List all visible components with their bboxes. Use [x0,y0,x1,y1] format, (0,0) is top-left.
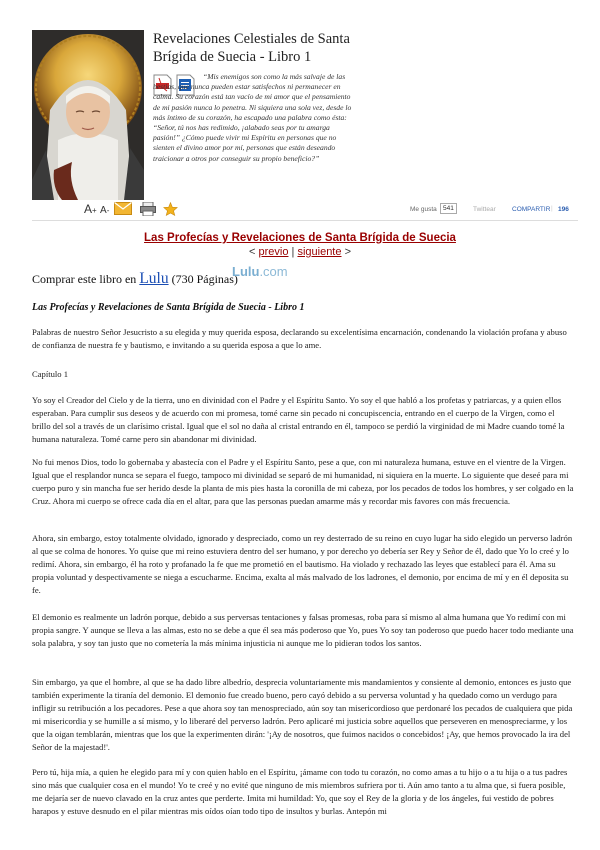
book-quote: “Mis enemigos son como la más salvaje de las bestias, que nunca pueden estar satisfechos ni permanecer en calma. Su corazón está tan vacío de mi amor que el pensamiento de mi pasión nunca lo penetra. Ni siquiera una sola vez, desde lo más íntimo de su corazón, ha escapado una palabra como ésta: “Señor, tú nos has redimido, ¡alabado seas por tu amarga pasión!” ¿Cómo puede vivir mi Espíritu en personas que no sienten el divino amor por mí, personas que están deseando traicionar a otros por conseguir su propio beneficio?” [153,72,352,163]
paragraph: Ahora, sin embargo, estoy totalmente olvidado, ignorado y despreciado, como un rey desterrado de su reino en cuyo lugar ha sido elegido un perverso ladrón al que se colma de honores. Yo quise que mi reino estuviera dentro del ser humano, y por derecho yo debería ser Rey y Señor de él, dado que Yo lo creé y lo redimí. Ahora, sin embargo, él ha roto y profanado la fe que me prometió en el bautismo. Ha violado y rechazado las leyes que establecí para él. Ama su propia voluntad y despectivamente se niega a escucharme. Encima, exalta al más malvado de los ladrones, el demonio, por encima de mí y en él deposita su fe. [32,533,573,595]
saint-portrait [32,30,144,200]
toolbar [32,200,578,221]
twitter-button[interactable]: Twittear [473,206,496,213]
font-increase[interactable]: A+ [84,202,97,216]
email-icon[interactable] [114,202,132,215]
chapter-nav: < previo | siguiente > [249,246,351,258]
prev-link[interactable]: previo [258,246,289,258]
paragraph: El demonio es realmente un ladrón porque, debido a sus perversas tentaciones y falsas promesas, roba para sí mismo al alma humana que Yo redimí con mi propia sangre. Y aunque se lleva a las almas, esto no se debe a que él sea más poderoso que Yo, pues Yo soy tan poderoso que puedo hacer todo mediante una sola palabra, y soy tan justo que no cometería la más mínima injusticia ni aunque me lo pidieran todos los santos. [32,612,574,648]
like-count: 541 [440,203,457,214]
share-count: 196 [558,206,569,213]
font-size-control[interactable] [84,202,109,216]
paragraph: No fui menos Dios, todo lo gobernaba y abastecía con el Padre y el Espíritu Santo, pese a que, con mi naturaleza humana, estuve en el vientre de la Virgen. Igual que el resplandor nunca se separa el fuego, tampoco mi divinidad se separó de mi humanidad, ni siquiera en la muerte. Lo siguiente que deseé para mi cuerpo puro y sin mancha fue ser herido desde la planta de mis pies hasta la coronilla de mi cabeza, por los pecados de todos los hombres, y ser colgado en la Cruz. Ahora mi cuerpo se ofrece cada día en el altar, para que las personas puedan amarme más y recordar mis favores con más frecuencia. [32,457,574,506]
share-button[interactable]: COMPARTIR [512,206,551,213]
book-subtitle: Las Profecías y Revelaciones de Santa Brígida de Suecia - Libro 1 [32,302,305,313]
buy-line: Comprar este libro en Lulu (730 Páginas) [32,270,238,287]
share-separator: | [551,205,553,212]
paragraph: Sin embargo, ya que el hombre, al que se ha dado libre albedrío, desprecia voluntariamente mis mandamientos y consiente al demonio, entonces es justo que también experimente la tiranía del demonio. El demonio fue creado bueno, pero cayó debido a su perversa voluntad y ha quedado como un verdugo para infligir su retribución a los pecadores. Pese a que ahora soy tan menospreciado, aún soy tan misericordioso que perdonaré los pecados de cualquiera que pida mi misericordia y se humille a sí mismo, y lo liberaré del perverso ladrón. Pero aplicaré mi justicia sobre aquellos que perseveren en menospreciarme, y los que la oigan temblarán, mientras que los que la experimenten dirán: '¡Ay de nosotros, que fuimos nacidos o concebidos! ¡Ay, que hemos provocado la ira del Señor de la majestad!'. [32,677,573,752]
book-title: Revelaciones Celestiales de Santa Brígida de Suecia - Libro 1 [153,31,350,65]
star-icon[interactable] [163,202,178,216]
page-count: (730 Páginas) [171,272,238,286]
like-label[interactable]: Me gusta [410,206,437,213]
lulu-logo[interactable]: Lulu.com [232,264,288,279]
print-icon[interactable] [140,202,156,216]
lulu-link[interactable]: Lulu [139,270,169,287]
intro-paragraph: Palabras de nuestro Señor Jesucristo a su elegida y muy querida esposa, declarando su excelentísima encarnación, condenando la violación profana y abuso de confianza de nuestra fe y bautismo, e invitando a su querida esposa a que lo ame. [32,327,567,350]
paragraph: Yo soy el Creador del Cielo y de la tierra, uno en divinidad con el Padre y el Espíritu Santo. Yo soy el que habló a los profetas y patriarcas, y a quien ellos esperaban. Para cumplir sus deseos y de acuerdo con mi promesa, tomé carne sin pecado ni concupiscencia, entrando en el cuerpo de la Virgen, como el brillo del sol a través de un clarísimo cristal. Igual que el sol no daña al cristal entrando en él, tampoco se perdió la virginidad de mi Madre cuando tomé la humana naturaleza. Tomé carne pero sin abandonar mi divinidad. [32,395,565,444]
chapter-label: Capítulo 1 [32,369,69,379]
paragraph: Pero tú, hija mía, a quien he elegido para mí y con quien hablo en el Espíritu, ¡ámame con todo tu corazón, no como amas a tu hijo o a tu hija o a tus padres sino más que cualquier cosa en el mundo! Yo te creé y no evité que ninguno de mis miembros sufriera por ti. Aún amo tanto a tu alma que, si fuera posible, me dejaría ser de nuevo clavado en la cruz antes que perderte. Imita mi humildad: Yo, que soy el Rey de la gloria y de los ángeles, fui vestido de pobres harapos y estuve desnudo en el pilar mientras mis oídos oían todo tipo de insultos y burlas. Antepón mi [32,767,568,816]
font-decrease[interactable]: A- [100,205,110,216]
next-link[interactable]: siguiente [297,246,342,258]
page-heading[interactable]: Las Profecías y Revelaciones de Santa Brígida de Suecia [144,232,456,244]
